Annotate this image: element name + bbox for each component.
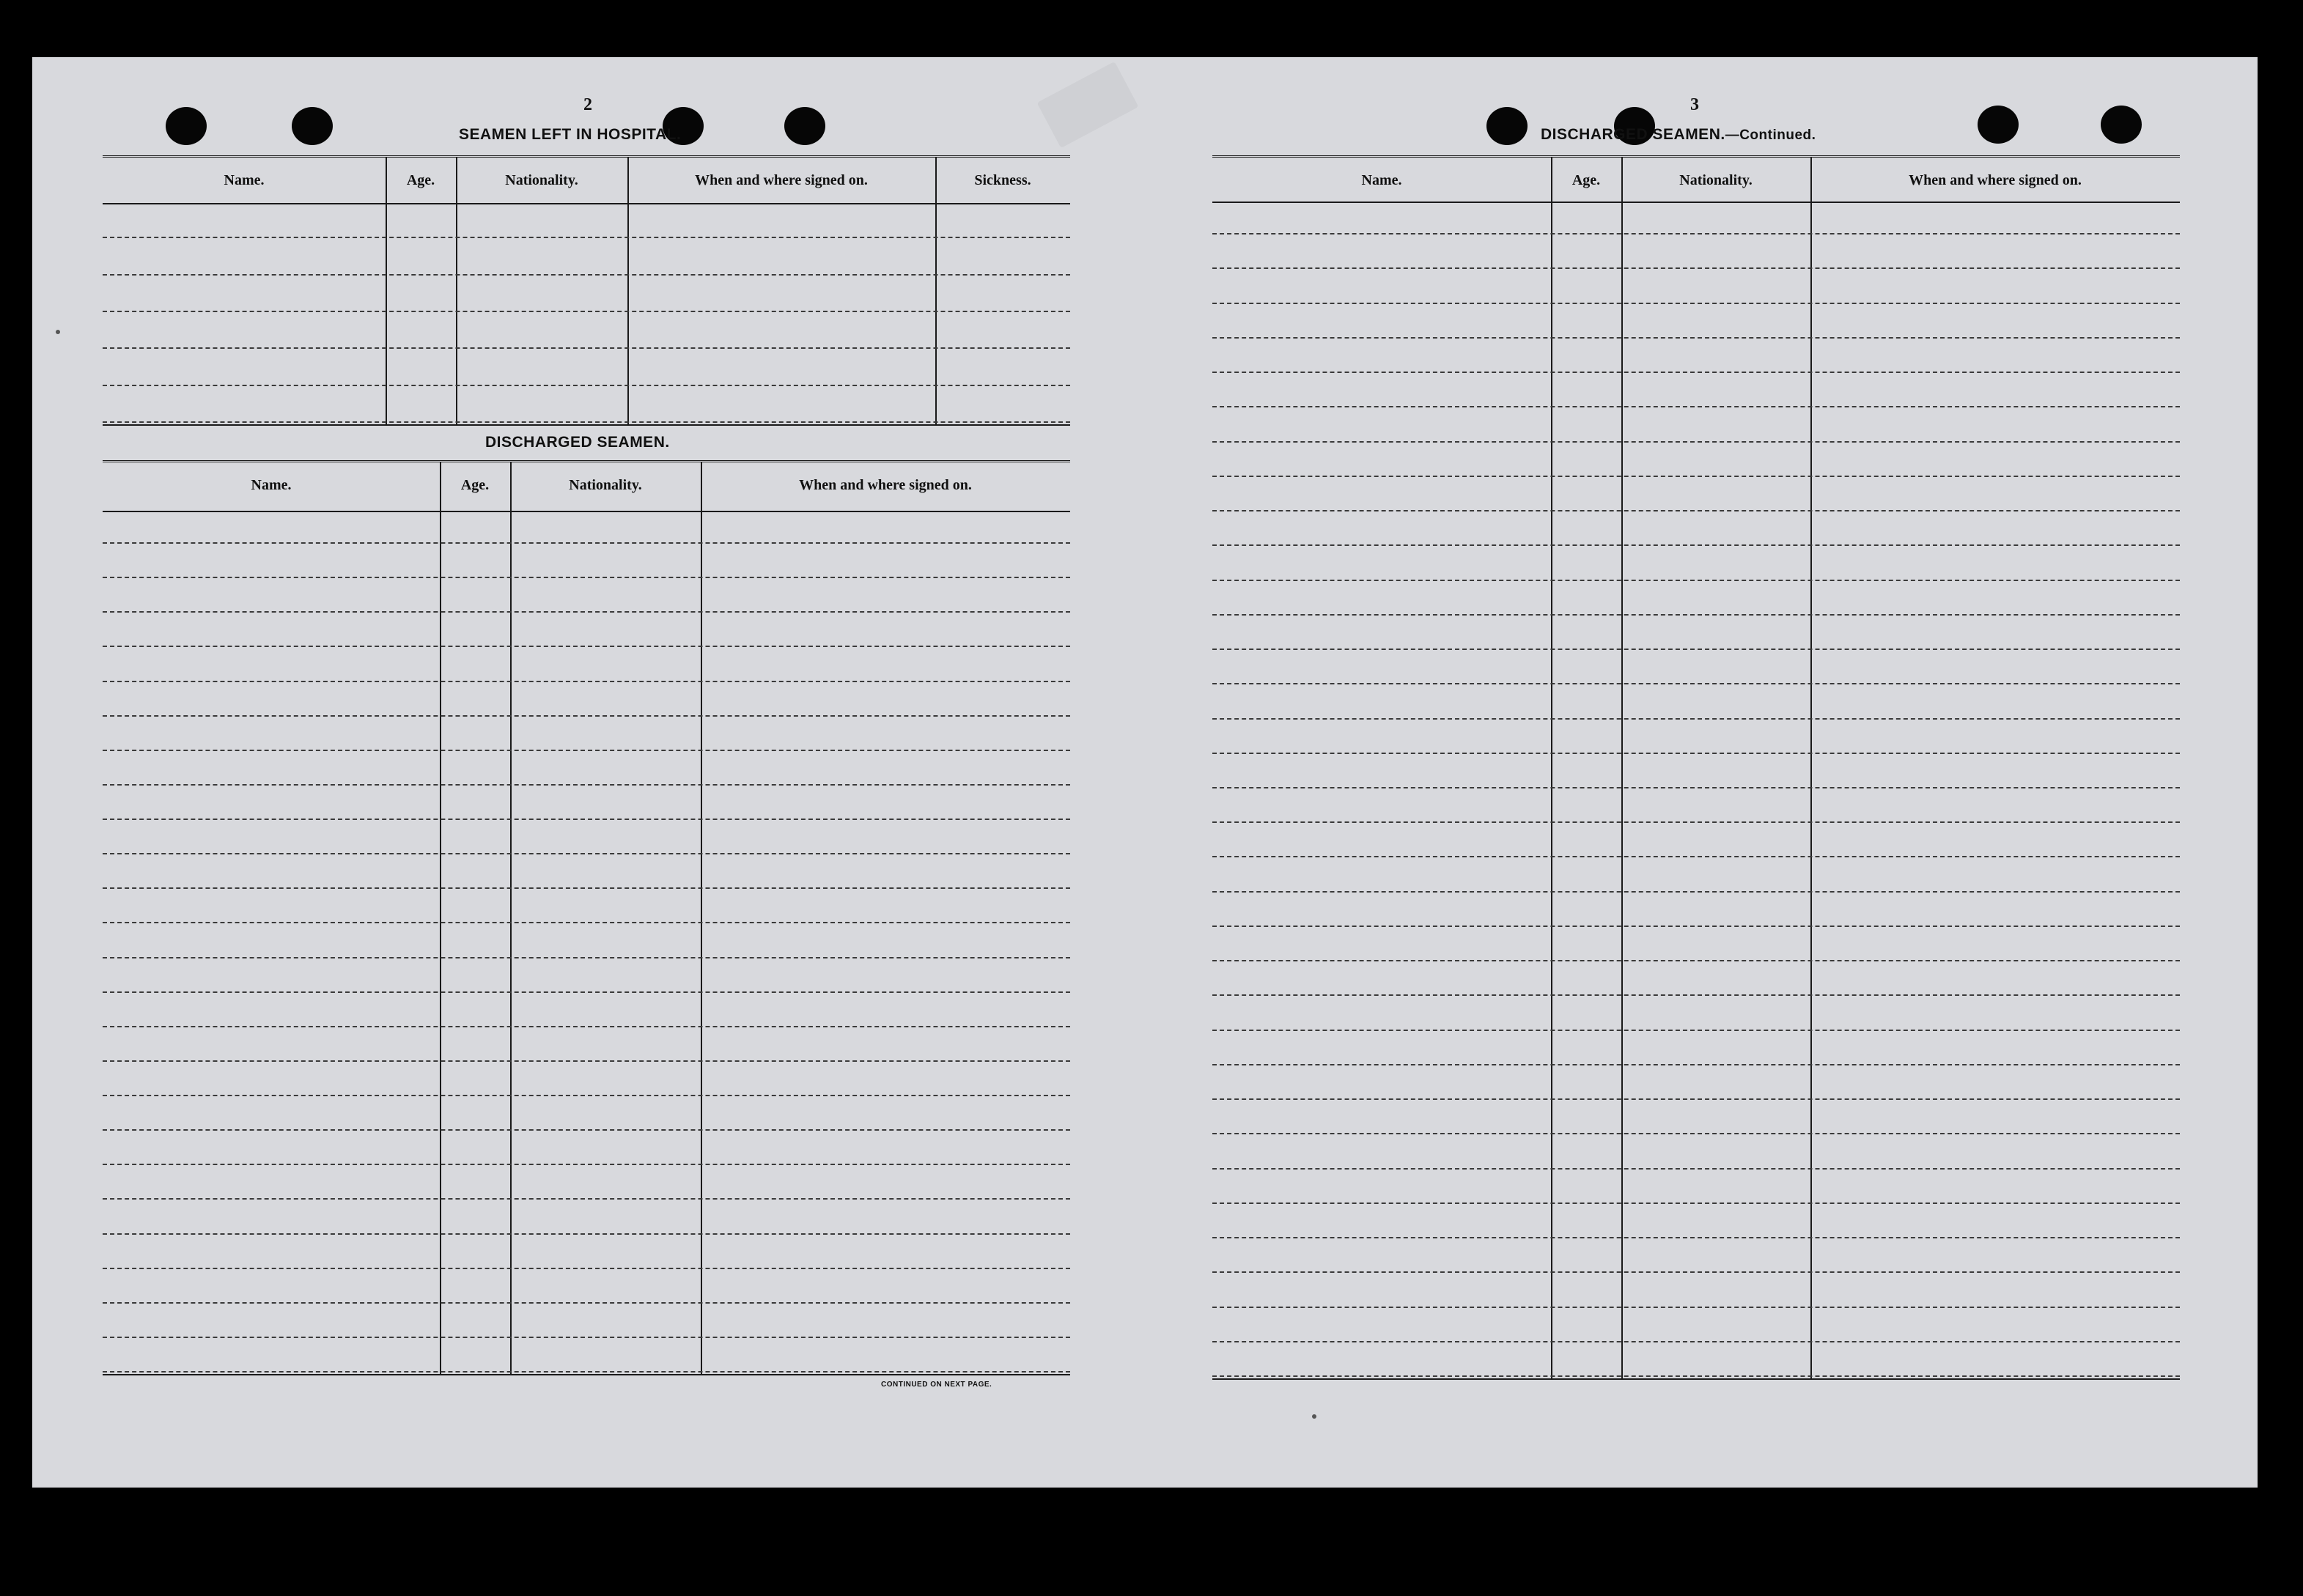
entry-row-line [103,1164,1070,1165]
entry-row-line [103,1095,1070,1096]
entry-row-line [103,611,1070,613]
discharged-table [103,460,1070,1374]
entry-row-line [1212,1133,2180,1134]
entry-row-line [103,1198,1070,1200]
punch-hole [166,107,207,145]
continued-title-main: DISCHARGED SEAMEN. [1541,126,1725,143]
paper-speck [1312,1414,1316,1419]
entry-row-line [103,1129,1070,1131]
entry-row-line [1212,856,2180,857]
punch-hole [784,107,825,145]
entry-row-line [1212,1237,2180,1238]
entry-row-line [1212,718,2180,720]
col-header-name: Name. [224,172,265,188]
page-number-right: 3 [1690,95,1699,114]
table-bottom-rule [103,424,1070,426]
discharged-section-title: DISCHARGED SEAMEN. [485,434,670,451]
entry-row-line [1212,544,2180,546]
entry-row-line [1212,510,2180,511]
entry-row-line [1212,1271,2180,1273]
entry-row-line [103,1026,1070,1027]
col-header-nationality: Nationality. [1679,172,1753,188]
col-header-signed-on: When and where signed on. [1909,172,2082,188]
entry-row-line [103,385,1070,386]
continued-note: CONTINUED ON NEXT PAGE. [881,1381,992,1389]
entry-row-line [103,715,1070,717]
column-divider [1621,158,1623,1378]
col-header-name: Name. [251,477,292,493]
paper-speck [56,330,60,334]
entry-row-line [103,347,1070,349]
entry-row-line [1212,580,2180,581]
entry-row-line [1212,1030,2180,1031]
entry-row-line [1212,1064,2180,1065]
entry-row-line [1212,267,2180,269]
entry-row-line [1212,926,2180,927]
entry-row-line [103,750,1070,751]
punch-hole [292,107,333,145]
entry-row-line [1212,1202,2180,1204]
entry-row-line [103,542,1070,544]
discharged-continued-table [1212,155,2180,1378]
entry-row-line [1212,891,2180,893]
column-divider [440,462,441,1374]
entry-row-line [1212,683,2180,684]
entry-row-line [1212,303,2180,304]
punch-hole [1486,107,1528,145]
col-header-signed-on: When and where signed on. [799,477,972,493]
entry-row-line [103,1268,1070,1269]
col-header-age: Age. [460,477,490,493]
entry-row-line [103,922,1070,923]
col-header-age: Age. [406,172,435,188]
entry-row-line [103,646,1070,647]
col-header-nationality: Nationality. [505,172,578,188]
entry-row-line [1212,476,2180,477]
hospital-table [103,155,1070,424]
entry-row-line [1212,337,2180,339]
entry-row-line [1212,960,2180,961]
entry-row-line [1212,1341,2180,1342]
entry-row-line [1212,372,2180,373]
entry-row-line [1212,787,2180,788]
entry-row-line [103,311,1070,312]
entry-row-line [1212,994,2180,996]
entry-row-line [103,577,1070,578]
punch-hole [1978,106,2019,144]
col-header-nationality: Nationality. [569,477,642,493]
entry-row-line [1212,1168,2180,1170]
continued-section-title [1541,126,1816,144]
hospital-section-title: SEAMEN LEFT IN HOSPITAL. [459,126,682,143]
entry-row-line [103,887,1070,889]
entry-row-line [103,1302,1070,1304]
entry-row-line [103,1337,1070,1338]
entry-row-line [1212,649,2180,650]
col-header-name: Name. [1361,172,1402,188]
entry-row-line [103,1371,1070,1373]
torn-tab [1037,62,1139,148]
discharged-table-header [103,462,1070,512]
entry-row-line [103,1233,1070,1235]
page-number-left: 2 [583,95,592,114]
entry-row-line [103,1060,1070,1062]
entry-row-line [103,957,1070,958]
entry-row-line [1212,1307,2180,1308]
table-bottom-rule [103,1374,1070,1375]
entry-row-line [103,853,1070,854]
hospital-table-header [103,158,1070,204]
column-divider [1551,158,1552,1378]
manifest-sheet [32,57,2258,1488]
discharged-continued-header [1212,158,2180,203]
entry-row-line [1212,1375,2180,1377]
entry-row-line [103,681,1070,682]
entry-row-line [103,991,1070,993]
entry-row-line [103,421,1070,423]
col-header-signed-on: When and where signed on. [695,172,868,188]
entry-row-line [1212,614,2180,616]
entry-row-line [103,274,1070,276]
entry-row-line [1212,1098,2180,1100]
column-divider [510,462,512,1374]
entry-row-line [103,784,1070,786]
column-divider [701,462,702,1374]
entry-row-line [1212,233,2180,234]
entry-row-line [1212,406,2180,407]
entry-row-line [103,237,1070,238]
entry-row-line [103,819,1070,820]
entry-row-line [1212,821,2180,823]
table-bottom-rule [1212,1378,2180,1380]
entry-row-line [1212,441,2180,443]
col-header-sickness: Sickness. [974,172,1031,188]
continued-title-sub: —Continued. [1725,128,1816,143]
entry-row-line [1212,753,2180,754]
column-divider [1810,158,1812,1378]
punch-hole [2101,106,2142,144]
col-header-age: Age. [1571,172,1601,188]
